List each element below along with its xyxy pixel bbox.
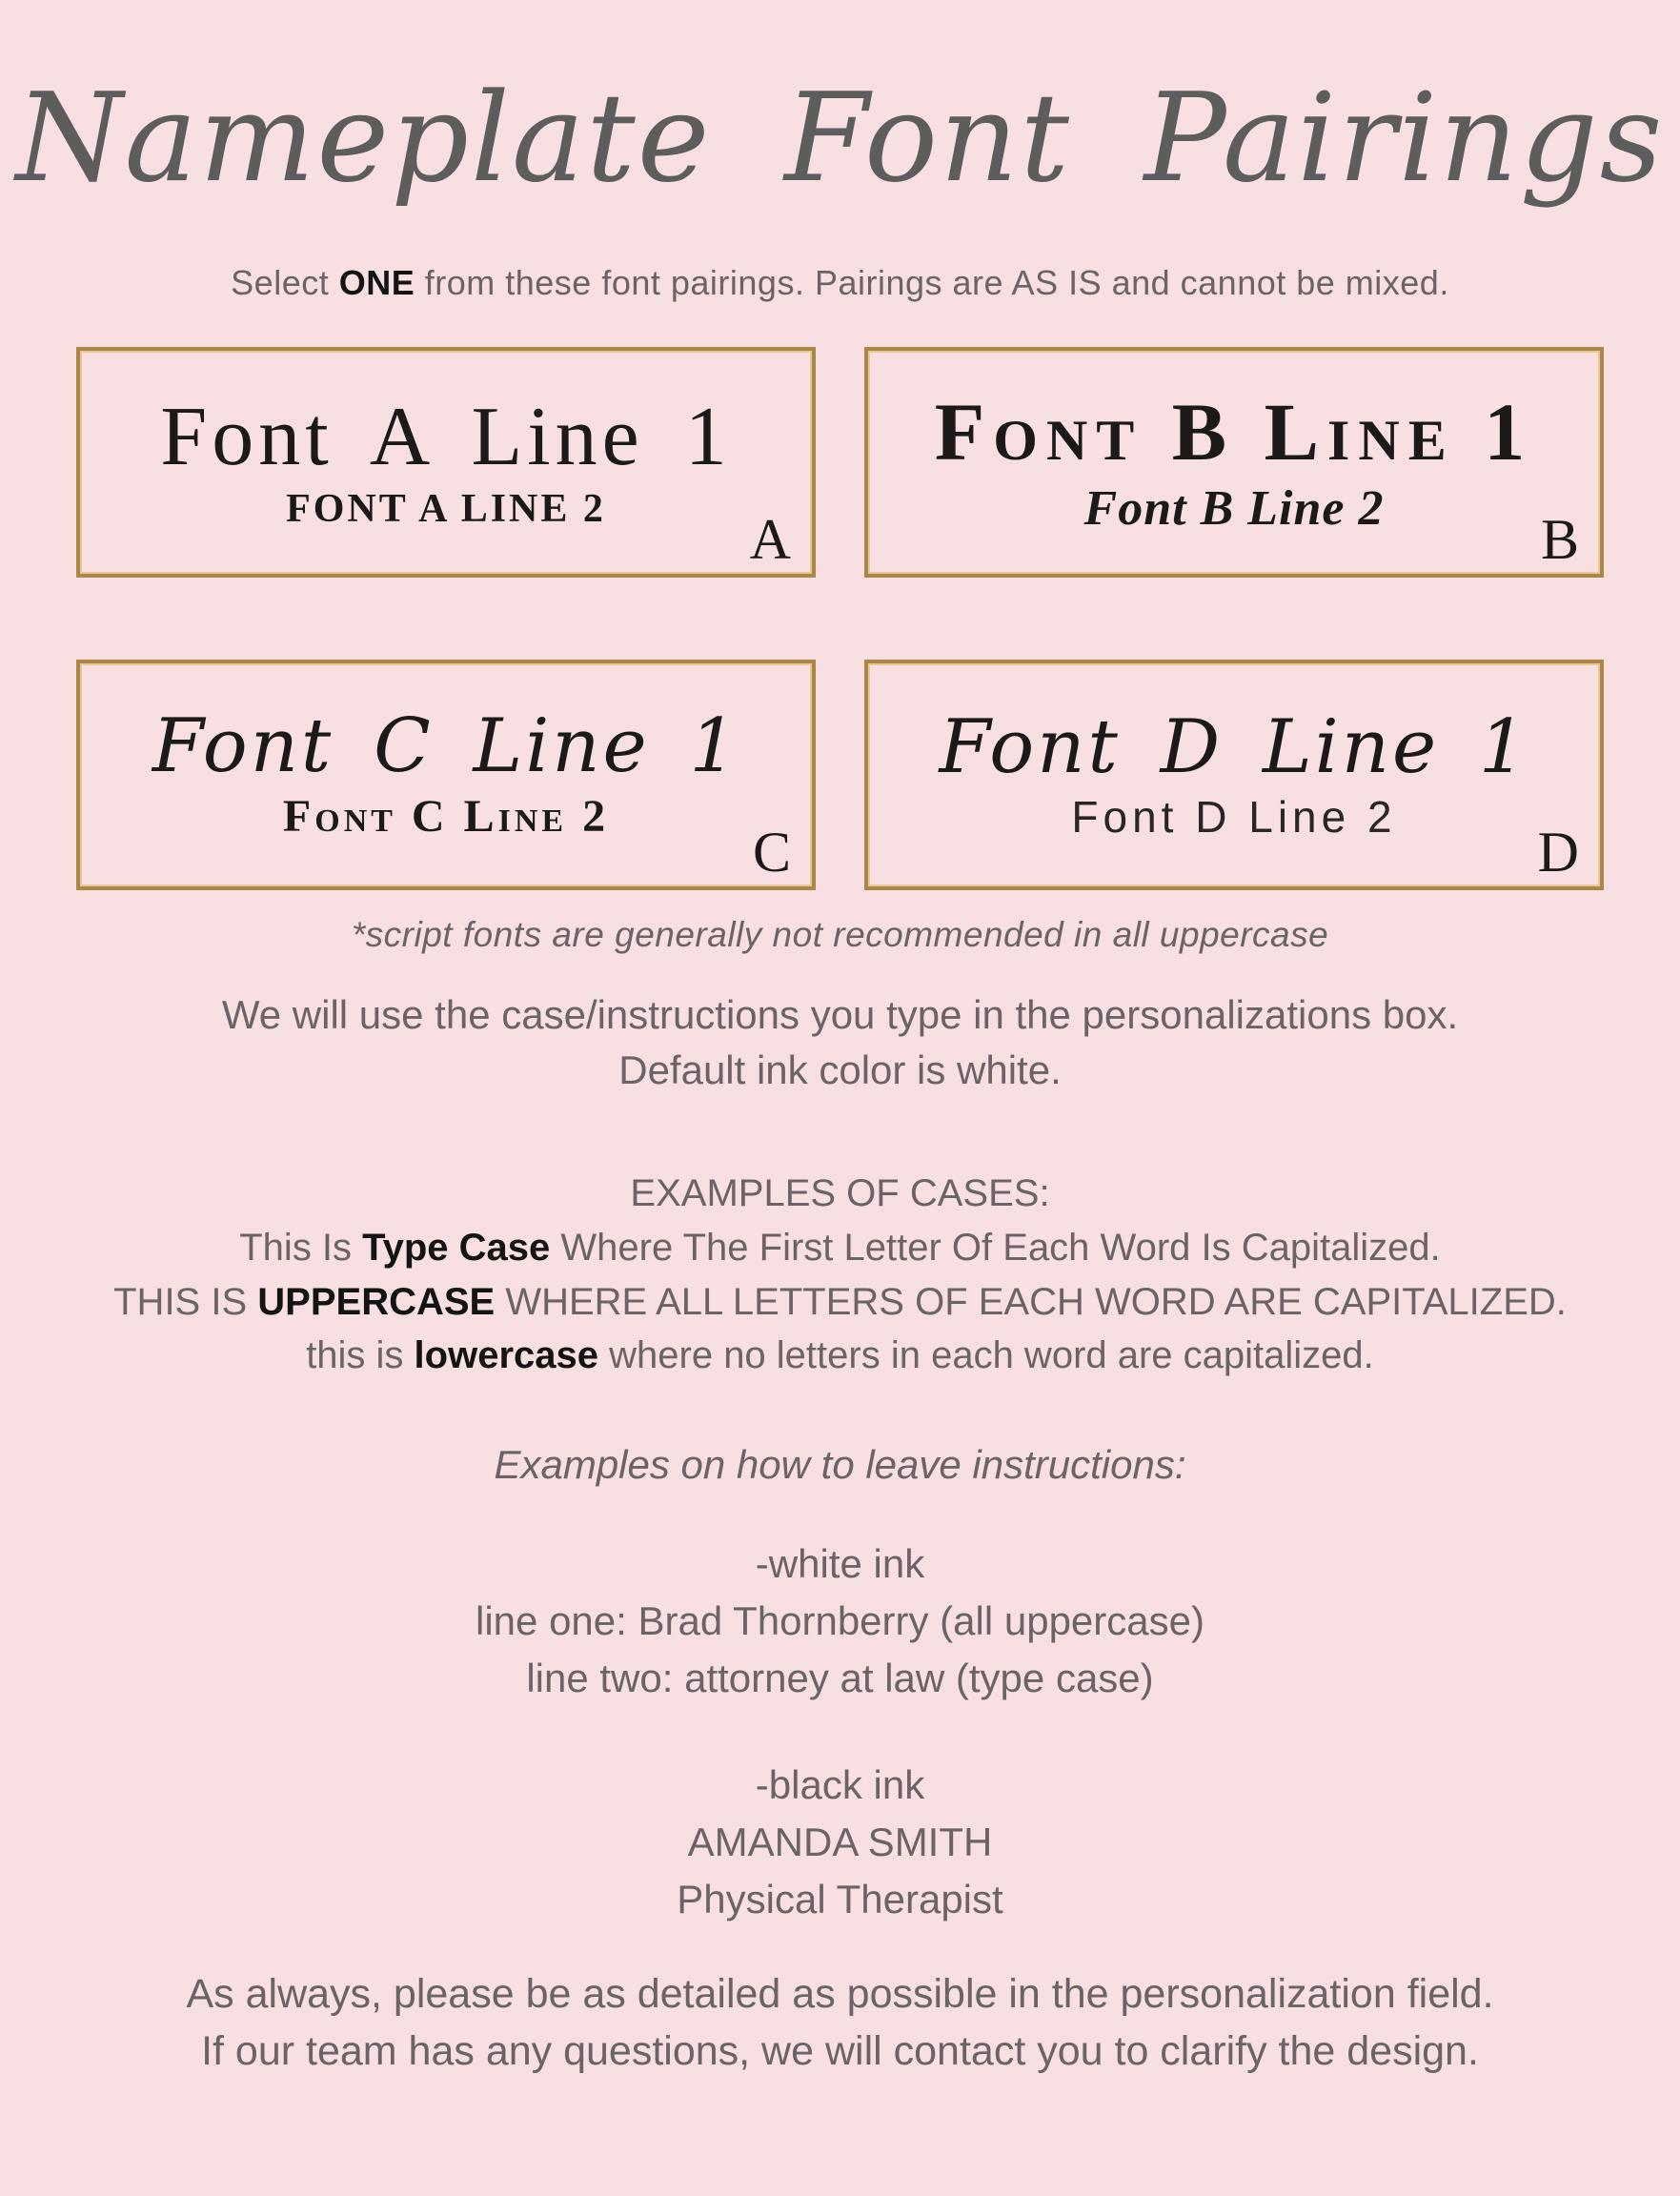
page-title: Nameplate Font Pairings xyxy=(15,67,1665,210)
white-ink-example xyxy=(0,1535,1680,1707)
font-pairing-box-c xyxy=(76,660,816,890)
black-ink-title: -black ink xyxy=(755,1762,925,1808)
case-uppercase-post: WHERE ALL LETTERS OF EACH WORD ARE CAPITALIZED. xyxy=(495,1280,1567,1323)
pairing-d-line2: Font D Line 2 xyxy=(1071,791,1397,842)
pairing-b-line2: Font B Line 2 xyxy=(1083,480,1385,536)
case-typecase-pre: This Is xyxy=(239,1226,363,1269)
font-pairing-grid xyxy=(76,347,1604,890)
case-uppercase-pre: THIS IS xyxy=(113,1280,258,1323)
white-ink-line-one: line one: Brad Thornberry (all uppercase) xyxy=(476,1598,1204,1644)
pairing-b-line1: Font B Line 1 xyxy=(934,386,1534,478)
case-uppercase-emphasis: UPPERCASE xyxy=(257,1280,496,1323)
usage-paragraph xyxy=(0,987,1680,1098)
pairing-a-line2: FONT A LINE 2 xyxy=(286,487,606,532)
case-line-typecase xyxy=(0,1221,1680,1275)
script-fonts-note: *script fonts are generally not recommended in all uppercase xyxy=(351,915,1329,954)
cases-heading: EXAMPLES OF CASES: xyxy=(630,1171,1050,1214)
footer-note xyxy=(0,1966,1680,2080)
case-typecase-post: Where The First Letter Of Each Word Is Capitalized. xyxy=(550,1226,1441,1269)
pairing-c-label: C xyxy=(752,821,791,884)
instructions-heading: Examples on how to leave instructions: xyxy=(494,1442,1186,1488)
usage-paragraph-line1: We will use the case/instructions you type in the personalizations box. xyxy=(221,992,1459,1037)
pairing-a-label: A xyxy=(749,508,791,571)
subtitle-pre: Select xyxy=(231,263,339,302)
case-lowercase-post: where no letters in each word are capitalized. xyxy=(598,1334,1374,1377)
pairing-d-label: D xyxy=(1537,821,1579,884)
case-line-lowercase xyxy=(0,1329,1680,1383)
pairing-a-line1: Font A Line 1 xyxy=(160,390,732,483)
footer-line1: As always, please be as detailed as possible in the personalization field. xyxy=(186,1971,1494,2018)
font-pairing-box-b xyxy=(864,347,1604,578)
case-lowercase-emphasis: lowercase xyxy=(414,1334,599,1377)
subtitle-emphasis-one: ONE xyxy=(338,263,415,302)
black-ink-line-one: AMANDA SMITH xyxy=(687,1820,993,1865)
white-ink-line-two: line two: attorney at law (type case) xyxy=(526,1656,1154,1701)
case-typecase-emphasis: Type Case xyxy=(362,1226,551,1269)
font-pairing-box-d xyxy=(864,660,1604,890)
pairing-c-line2: Font C Line 2 xyxy=(282,790,610,842)
examples-of-cases-section xyxy=(0,1167,1680,1383)
font-pairing-box-a xyxy=(76,347,816,578)
black-ink-line-two: Physical Therapist xyxy=(677,1877,1003,1922)
usage-paragraph-line2: Default ink color is white. xyxy=(618,1047,1062,1092)
pairing-b-label: B xyxy=(1540,508,1579,571)
case-line-uppercase xyxy=(0,1275,1680,1330)
case-lowercase-pre: this is xyxy=(306,1334,415,1377)
white-ink-title: -white ink xyxy=(755,1541,925,1587)
black-ink-example xyxy=(0,1757,1680,1928)
pairing-c-line1: Font C Line 1 xyxy=(152,702,740,789)
subtitle-post: from these font pairings. Pairings are AS IS and cannot be mixed. xyxy=(415,263,1449,302)
subtitle xyxy=(0,263,1680,303)
footer-line2: If our team has any questions, we will contact you to clarify the design. xyxy=(201,2027,1479,2074)
pairing-d-line1: Font D Line 1 xyxy=(939,703,1529,790)
